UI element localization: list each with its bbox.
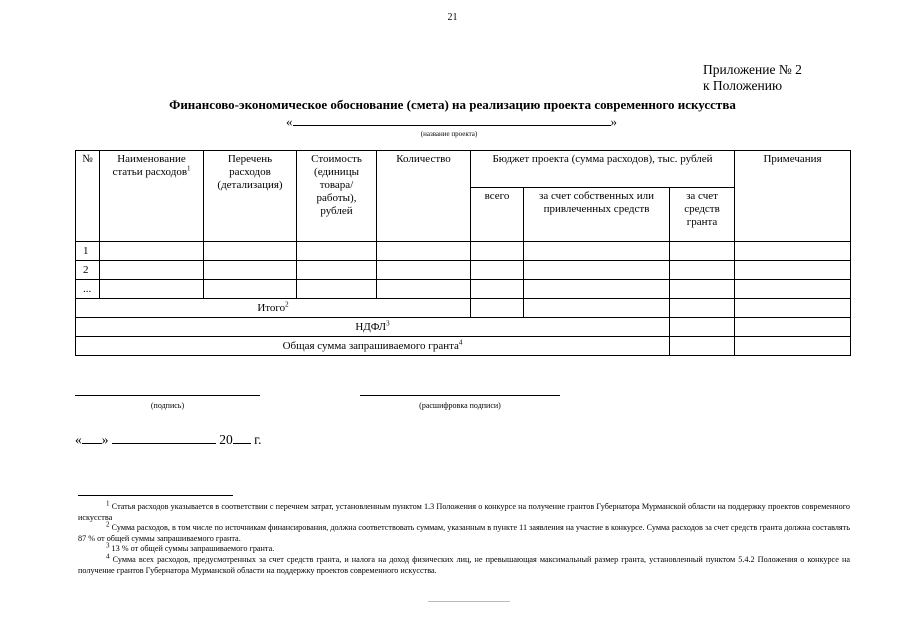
header-name: Наименование статьи расходов$^1$ [100,151,204,242]
date-year-prefix: 20 [219,432,233,447]
grant-total-label: Общая сумма запрашиваемого гранта$^4$ [76,337,670,356]
cell[interactable] [735,280,851,299]
cell[interactable] [204,261,297,280]
cell[interactable] [735,337,851,356]
cell[interactable] [471,299,524,318]
cell[interactable] [471,242,524,261]
cell[interactable] [670,261,735,280]
cell[interactable] [377,261,471,280]
project-name-caption: (название проекта) [420,130,478,138]
appendix-heading [703,62,802,94]
header-list: Перечень расходов (детализация) [204,151,297,242]
header-qty: Количество [377,151,471,242]
cell[interactable] [735,299,851,318]
header-notes: Примечания [735,151,851,242]
cell[interactable] [524,280,670,299]
cell[interactable] [524,261,670,280]
cell[interactable] [204,280,297,299]
ndfl-sup: 3 [386,318,390,327]
cell[interactable] [524,242,670,261]
header-cost: Стоимость (единицы товара/ работы), рублей [297,151,377,242]
cell[interactable] [100,242,204,261]
header-num: № [76,151,100,242]
cell[interactable] [297,280,377,299]
itogo-row [76,299,851,318]
open-quote: « [286,114,293,129]
page-number: 21 [447,12,458,23]
grant-total-sup: 4 [458,337,463,346]
appendix-line2: к Положению [703,78,783,93]
footnote-2: $^2$ Сумма расходов, в том числе по источникам финансирования, должна соответствовать суммам, указанным в пункте 11 заявления на участие в конкурсе. Сумма расходов за счет средств гранта должна составлять 87 % от общей суммы запрашиваемого гранта. [78,520,850,543]
date-quote-open: « [75,432,82,447]
header-budget: Бюджет проекта (сумма расходов), тыс. рублей [471,151,735,188]
footnotes [78,499,850,576]
footnote-3: $^3$ 13 % от общей суммы запрашиваемого гранта. [106,541,275,554]
signature-decode-caption: (расшифровка подписи) [419,401,501,410]
document-title: Финансово-экономическое обоснование (смета) на реализацию проекта современного искусства [169,97,736,112]
ndfl-label: НДФЛ$^3$ [76,318,670,337]
budget-table [75,150,851,356]
cell[interactable] [297,242,377,261]
date-month-field[interactable] [112,431,216,444]
cell[interactable] [735,318,851,337]
date-year-suffix: г. [254,432,262,447]
cell[interactable] [670,337,735,356]
cell[interactable] [377,242,471,261]
close-quote: » [610,114,617,129]
table-row [76,280,851,299]
header-name-sup: 1 [187,164,191,173]
itogo-sup: 2 [285,299,289,308]
header-own: за счет собственных или привлеченных средств [524,188,670,242]
signature-caption: (подпись) [150,401,185,410]
cell[interactable] [670,280,735,299]
cell[interactable] [471,261,524,280]
row-number: 1 [76,242,100,261]
date-day-field[interactable] [82,431,102,444]
table-row [76,242,851,261]
footnote-1: $^1$ Статья расходов указывается в соответствии с перечнем затрат, установленным пунктом 1.3 Положения о конкурсе на получение грантов Губернатора Мурманской области на поддержку проектов современного искусства [78,499,850,522]
row-number: 2 [76,261,100,280]
appendix-line1: Приложение № 2 [703,62,802,77]
end-separator [428,601,510,602]
date-year-field[interactable] [233,431,251,444]
project-name-field[interactable] [293,114,611,126]
ndfl-row [76,318,851,337]
row-number: ... [76,280,100,299]
footnote-4: $^4$ Сумма всех расходов, предусмотренных за счет средств гранта, и налога на доход физических лиц, не превышающая максимальный размер гранта, установленный пунктом 5.4.2 Положения о конкурсе на получение грантов Губернатора Мурманской области на поддержку проектов современного искусства. [78,552,850,575]
header-grant: за счет средств гранта [670,188,735,242]
cell[interactable] [670,299,735,318]
cell[interactable] [735,261,851,280]
cell[interactable] [204,242,297,261]
project-name-line [286,114,617,130]
cell[interactable] [471,280,524,299]
header-total: всего [471,188,524,242]
cell[interactable] [735,242,851,261]
cell[interactable] [670,242,735,261]
table-row [76,261,851,280]
cell[interactable] [670,318,735,337]
grant-total-row [76,337,851,356]
date-line [75,431,262,448]
footnote-separator [78,495,233,496]
signature-decode-line[interactable] [360,395,560,396]
cell[interactable] [100,261,204,280]
itogo-label: Итого$^2$ [76,299,471,318]
date-quote-close: » [101,432,109,447]
signature-line[interactable] [75,395,260,396]
cell[interactable] [524,299,670,318]
cell[interactable] [377,280,471,299]
cell[interactable] [297,261,377,280]
cell[interactable] [100,280,204,299]
